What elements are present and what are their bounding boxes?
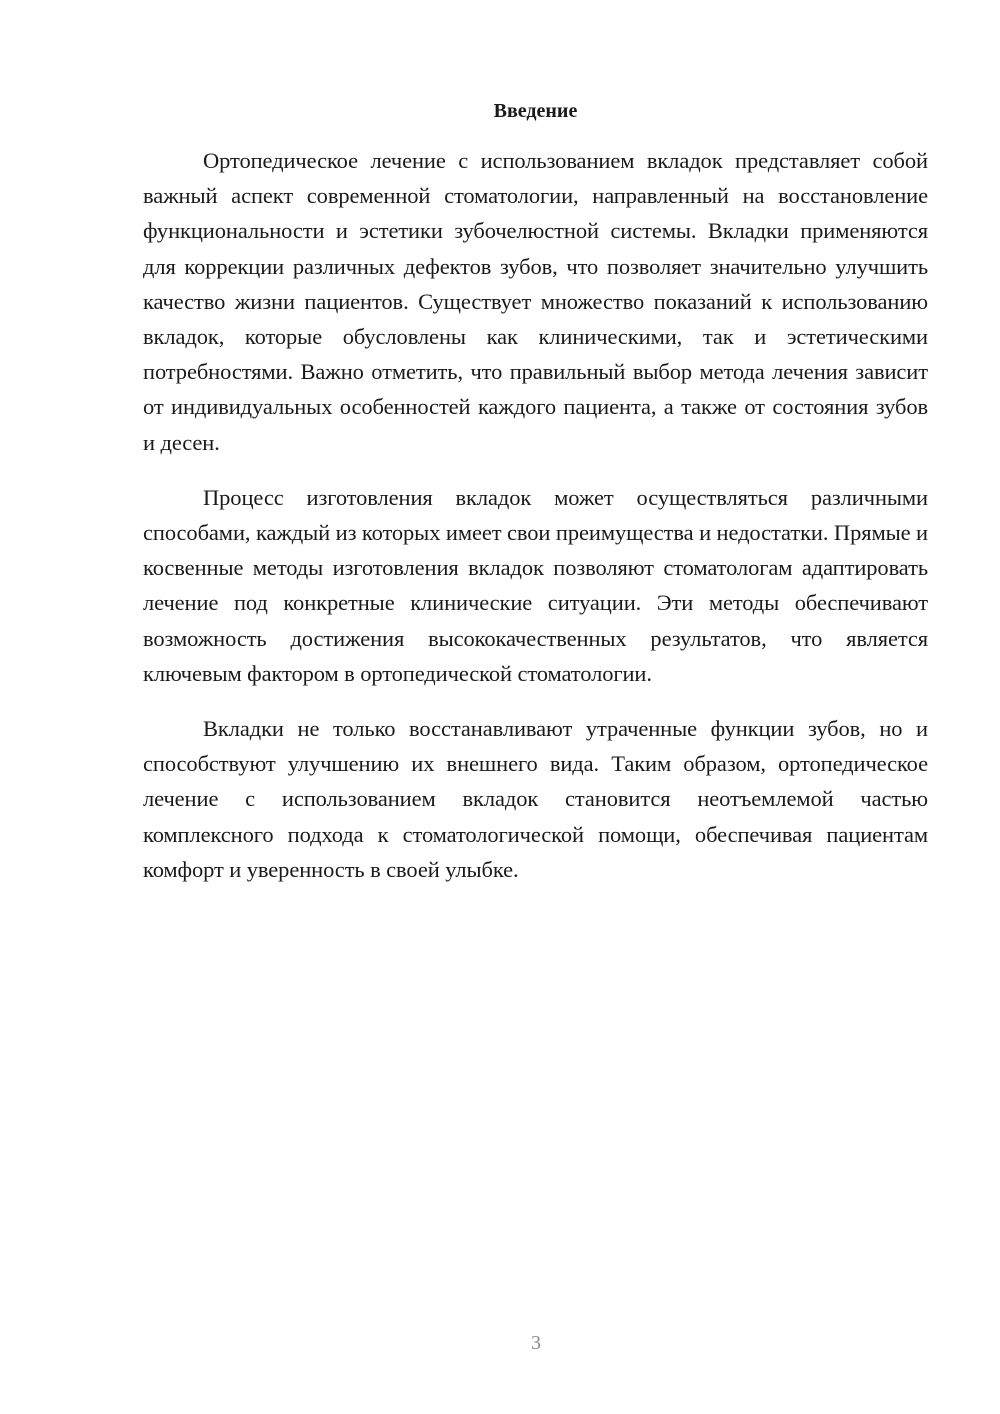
body-text [143, 143, 928, 907]
paragraph-3: Вкладки не только восстанавливают утраченные функции зубов, но и способствуют улучшению их внешнего вида. Таким образом, ортопедическое лечение с использованием вкладок становится неотъемлемой частью комплексного подхода к стоматологической помощи, обеспечивая пациентам комфорт и уверенность в своей улыбке. [143, 716, 928, 882]
page-number: 3 [531, 1332, 541, 1354]
paragraph-1: Ортопедическое лечение с использованием вкладок представляет собой важный аспект современной стоматологии, направленный на восстановление функциональности и эстетики зубочелюстной системы. Вкладки применяются для коррекции различных дефектов зубов, что позволяет значительно улучшить качество жизни пациентов. Существует множество показаний к использованию вкладок, которые обусловлены как клиническими, так и эстетическими потребностями. Важно отметить, что правильный выбор метода лечения зависит от индивидуальных особенностей каждого пациента, а также от состояния зубов и десен. [143, 148, 928, 455]
paragraph-2: Процесс изготовления вкладок может осуществляться различными способами, каждый из которых имеет свои преимущества и недостатки. Прямые и косвенные методы изготовления вкладок позволяют стоматологам адаптировать лечение под конкретные клинические ситуации. Эти методы обеспечивают возможность достижения высококачественных результатов, что является ключевым фактором в ортопедической стоматологии. [143, 484, 928, 686]
section-title: Введение [493, 100, 578, 122]
